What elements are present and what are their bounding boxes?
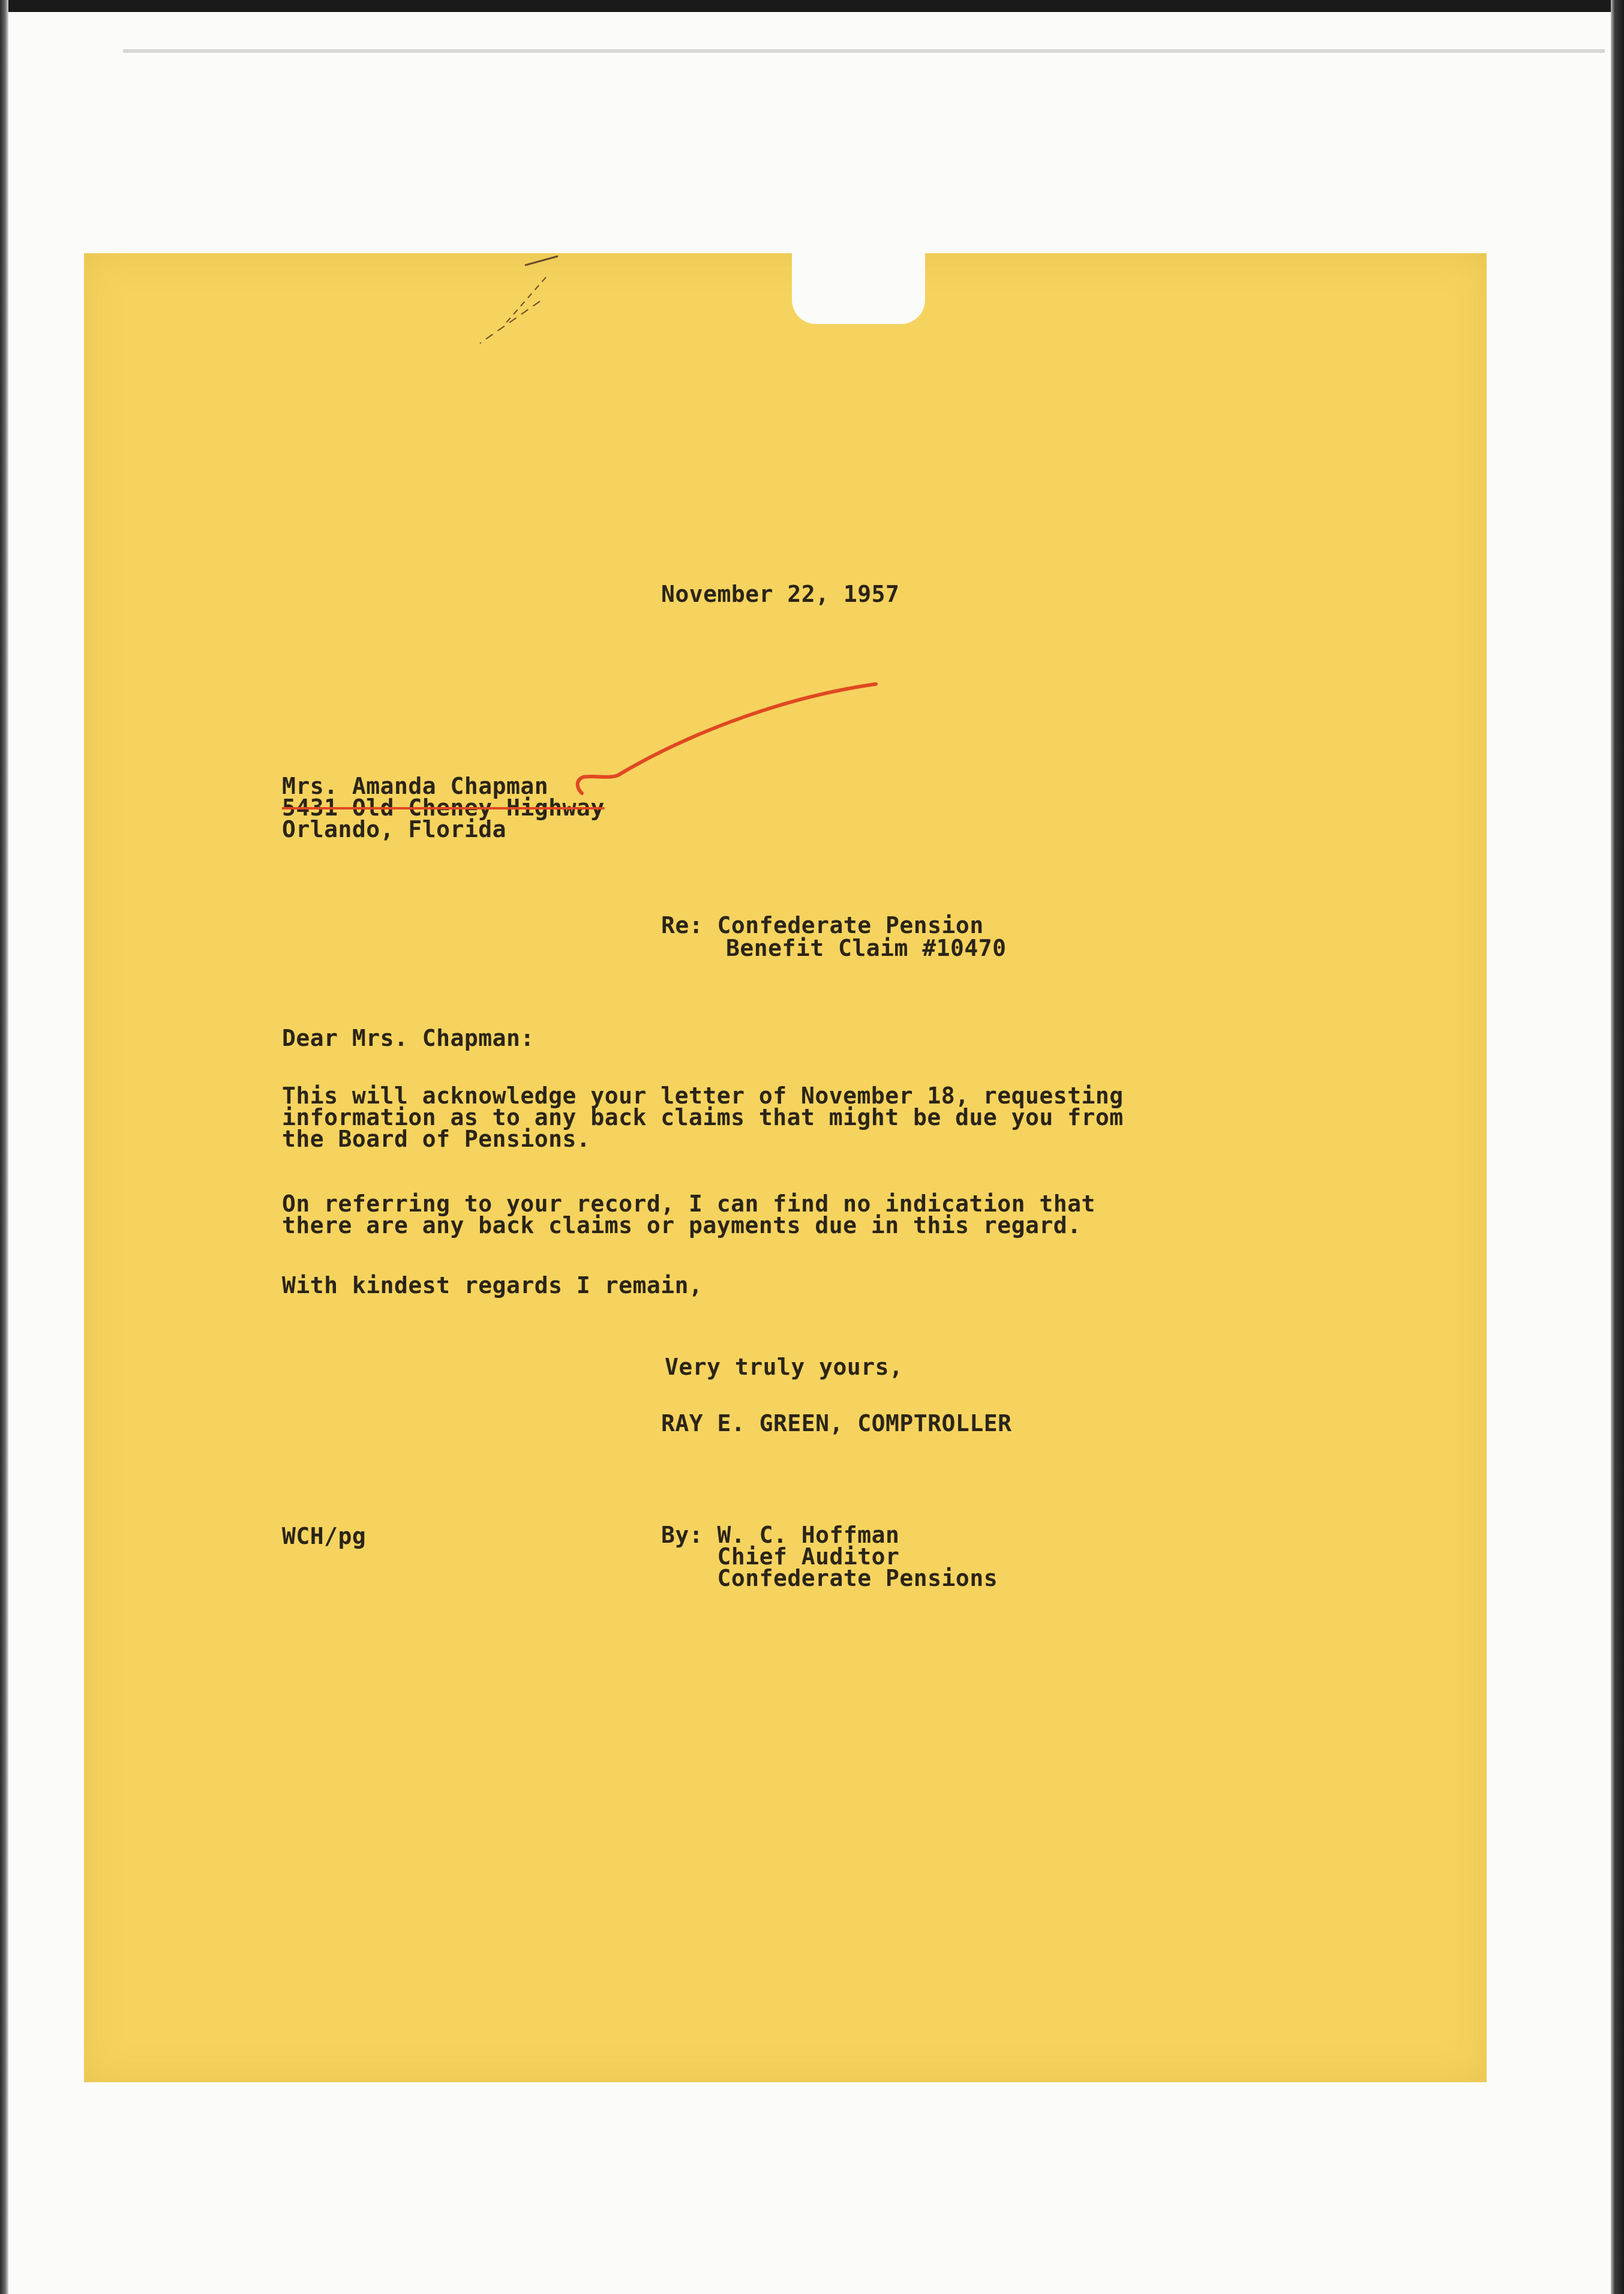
scan-border-top — [0, 0, 1624, 12]
by-line-1: By: W. C. Hoffman — [661, 1522, 900, 1548]
by-line-2: Chief Auditor — [661, 1543, 900, 1570]
backing-sheet-edge — [123, 49, 1605, 53]
reference-line-2: Benefit Claim #10470 — [726, 935, 1007, 961]
paragraph-1-line-2: information as to any back claims that might be due you from — [282, 1104, 1124, 1130]
complimentary-close: Very truly yours, — [665, 1354, 903, 1380]
paragraph-2-line-1: On referring to your record, I can find no indication that — [282, 1191, 1095, 1217]
salutation: Dear Mrs. Chapman: — [282, 1025, 535, 1051]
by-line-3: Confederate Pensions — [661, 1565, 998, 1591]
letter-page — [84, 253, 1487, 2082]
closing-remark: With kindest regards I remain, — [282, 1272, 703, 1299]
paragraph-1-line-3: the Board of Pensions. — [282, 1126, 591, 1152]
signatory: RAY E. GREEN, COMPTROLLER — [661, 1410, 1012, 1437]
scan-border-right — [1611, 0, 1624, 2294]
reference-line-1: Re: Confederate Pension — [661, 912, 984, 938]
paragraph-1-line-1: This will acknowledge your letter of November 18, requesting — [282, 1082, 1124, 1109]
recipient-street: 5431 Old Cheney Highway — [282, 794, 605, 821]
scan-border-left — [0, 0, 8, 2294]
paragraph-2-line-2: there are any back claims or payments due in this regard. — [282, 1212, 1082, 1239]
recipient-city: Orlando, Florida — [282, 816, 507, 842]
paper-notch — [792, 252, 925, 324]
letter-date: November 22, 1957 — [661, 581, 900, 607]
recipient-name: Mrs. Amanda Chapman — [282, 773, 549, 799]
pencil-mark — [468, 253, 564, 373]
typist-initials: WCH/pg — [282, 1523, 367, 1549]
